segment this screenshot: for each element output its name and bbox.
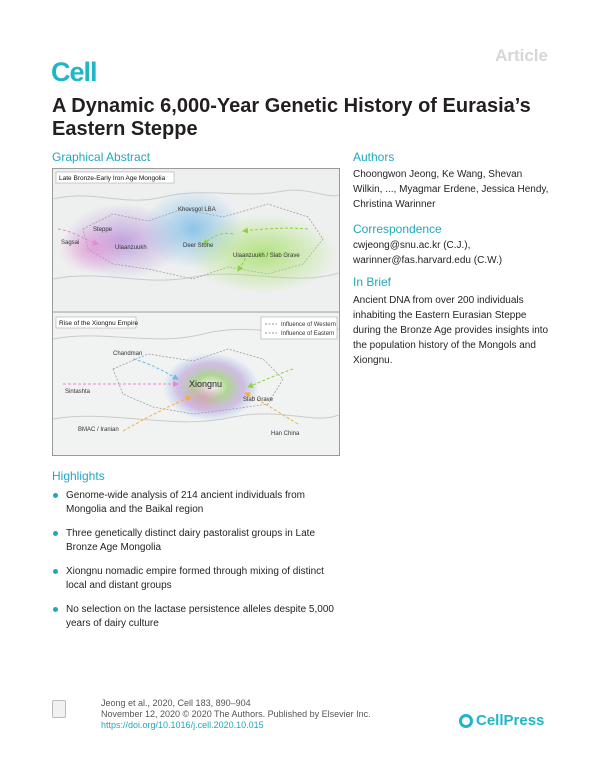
- cellpress-logo: CellPress: [459, 712, 544, 729]
- map-label-sintashta: Sintashta: [65, 389, 91, 395]
- cellpress-icon: [459, 714, 473, 728]
- authors-heading: Authors: [353, 150, 395, 164]
- email-link-jeong[interactable]: cwjeong@snu.ac.kr (C.J.),: [353, 240, 471, 251]
- map-label-slab-grave: Ulaanzuukh / Slab Grave: [233, 253, 300, 259]
- map-label-bmac: BMAC / Iranian: [78, 427, 119, 433]
- map-label-chandman: Chandman: [113, 351, 143, 357]
- top-map-panel: [53, 169, 339, 311]
- in-brief-heading: In Brief: [353, 275, 392, 289]
- bullet-icon: [53, 569, 58, 574]
- article-type-label: Article: [495, 46, 548, 65]
- map-label-sagsai: Sagsai: [61, 240, 80, 246]
- highlights-list: [52, 489, 342, 641]
- bottom-map-panel: [53, 313, 339, 455]
- highlight-item: Genome-wide analysis of 214 ancient individuals from Mongolia and the Baikal region: [52, 489, 342, 517]
- map-label-deer-stone: Deer Stone: [183, 243, 214, 249]
- map-label-han-china: Han China: [271, 431, 300, 437]
- bullet-icon: [53, 531, 58, 536]
- map-label-xiongnu: Xiongnu: [189, 379, 223, 389]
- in-brief-text: Ancient DNA from over 200 individuals inhabiting the Eastern Eurasian Steppe during the Bronze Age provides insights into the population history of the Mongols and Xiongnu.: [353, 295, 549, 366]
- doi-link[interactable]: https://doi.org/10.1016/j.cell.2020.10.015: [101, 720, 264, 730]
- highlights-heading: Highlights: [52, 469, 105, 483]
- paper-title: A Dynamic 6,000-Year Genetic History of Eurasia’s Eastern Steppe: [52, 95, 531, 140]
- correspondence-emails: [353, 238, 553, 268]
- legend-eastern: Influence of Eastern: [281, 331, 335, 337]
- citation-line: Jeong et al., 2020, Cell 183, 890–904: [101, 698, 251, 708]
- bottom-panel-title: Rise of the Xiongnu Empire: [59, 320, 139, 327]
- bullet-icon: [53, 493, 58, 498]
- correspondence-heading: Correspondence: [353, 222, 442, 236]
- document-icon: [52, 700, 66, 718]
- citation-footer: [101, 698, 371, 731]
- cell-logo: Cell: [51, 57, 97, 87]
- graphical-abstract-figure: [52, 168, 340, 456]
- graphical-abstract-maps: [53, 169, 339, 455]
- legend-western: Influence of Western: [281, 322, 336, 328]
- date-line: November 12, 2020 © 2020 The Authors. Published by Elsevier Inc.: [101, 709, 371, 719]
- highlight-item: Three genetically distinct dairy pastoralist groups in Late Bronze Age Mongolia: [52, 527, 342, 555]
- authors-list: Choongwon Jeong, Ke Wang, Shevan Wilkin, ..., Myagmar Erdene, Jessica Hendy, Christina Warinner: [353, 169, 549, 210]
- email-link-warinner[interactable]: warinner@fas.harvard.edu (C.W.): [353, 255, 503, 266]
- top-panel-title: Late Bronze-Early Iron Age Mongolia: [59, 175, 166, 182]
- map-label-khovsgol: Khovsgol LBA: [178, 207, 216, 213]
- map-label-slab-grave-2: Slab Grave: [243, 397, 274, 403]
- graphical-abstract-heading: Graphical Abstract: [52, 150, 151, 164]
- map-label-ulaanzuukh: Ulaanzuukh: [115, 245, 147, 251]
- map-label-steppe: Steppe: [93, 227, 113, 233]
- bullet-icon: [53, 607, 58, 612]
- highlight-item: No selection on the lactase persistence alleles despite 5,000 years of dairy culture: [52, 603, 342, 631]
- highlight-item: Xiongnu nomadic empire formed through mixing of distinct local and distant groups: [52, 565, 342, 593]
